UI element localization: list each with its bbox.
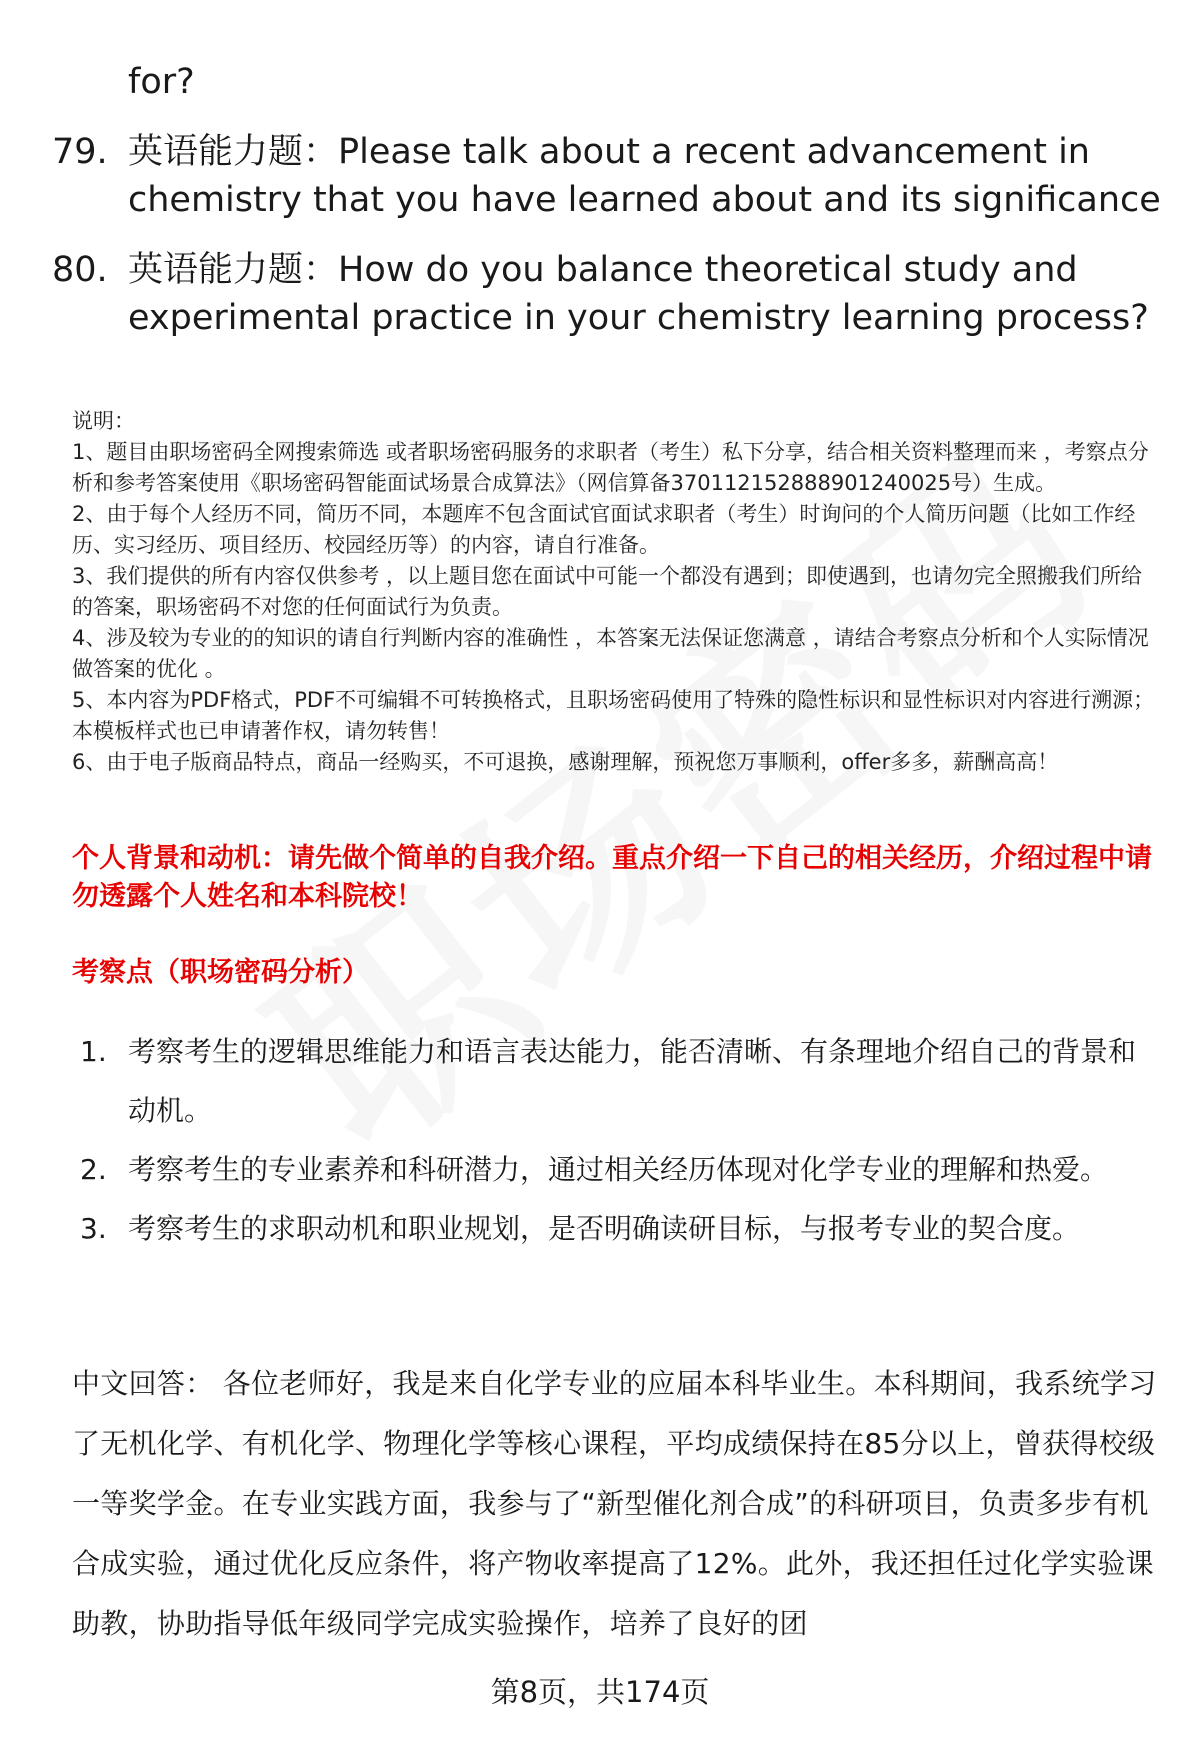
question-text: 英语能力题：Please talk about a recent advancement in chemistry that you have learned about and its significance	[128, 132, 1161, 220]
question-text: 英语能力题：How do you balance theoretical study and experimental practice in your chemistry learning process?	[128, 250, 1149, 338]
question-number: 80.	[52, 250, 108, 290]
point-text: 考察考生的逻辑思维能力和语言表达能力，能否清晰、有条理地介绍自己的背景和动机。	[128, 1035, 1137, 1127]
question-continuation: for?	[128, 62, 195, 102]
note-item: 3、我们提供的所有内容仅供参考 ，以上题目您在面试中可能一个都没有遇到；即使遇到，也请勿完全照搬我们所给的答案，职场密码不对您的任何面试行为负责。	[72, 564, 1143, 619]
note-item: 6、由于电子版商品特点，商品一经购买，不可退换，感谢理解，预祝您万事顺利，offer多多，薪酬高高！	[72, 750, 1059, 774]
point-number: 1.	[80, 1035, 107, 1068]
note-item: 4、涉及较为专业的的知识的请自行判断内容的准确性 ，本答案无法保证您满意 ，请结合考察点分析和个人实际情况做答案的优化 。	[72, 626, 1149, 681]
question-item	[52, 128, 1162, 224]
analysis-heading: 考察点（职场密码分析）	[72, 957, 369, 988]
analysis-points	[80, 1022, 1160, 1258]
point-number: 3.	[80, 1212, 107, 1245]
analysis-point	[80, 1140, 1160, 1199]
analysis-point	[80, 1022, 1160, 1140]
point-text: 考察考生的求职动机和职业规划，是否明确读研目标，与报考专业的契合度。	[128, 1212, 1081, 1245]
question-item	[52, 246, 1162, 342]
question-number: 79.	[52, 132, 108, 172]
note-item: 1、题目由职场密码全网搜索筛选 或者职场密码服务的求职者（考生）私下分享，结合相关资料整理而来 ，考察点分析和参考答案使用《职场密码智能面试场景合成算法》（网信算备370112152888901240025号）生成。	[72, 440, 1149, 495]
analysis-point	[80, 1199, 1160, 1258]
notes-heading: 说明：	[72, 409, 135, 433]
page-footer: 第8页，共174页	[490, 1675, 710, 1709]
note-item: 2、由于每个人经历不同，简历不同，本题库不包含面试官面试求职者（考生）时询问的个人简历问题（比如工作经历、实习经历、项目经历、校园经历等）的内容，请自行准备。	[72, 502, 1136, 557]
note-item: 5、本内容为PDF格式，PDF不可编辑不可转换格式，且职场密码使用了特殊的隐性标识和显性标识对内容进行溯源；本模板样式也已申请著作权，请勿转售！	[72, 688, 1155, 743]
answer-text: 中文回答： 各位老师好，我是来自化学专业的应届本科毕业生。本科期间，我系统学习了无机化学、有机化学、物理化学等核心课程，平均成绩保持在85分以上，曾获得校级一等奖学金。在专业实践方面，我参与了“新型催化剂合成”的科研项目，负责多步有机合成实验，通过优化反应条件，将产物收率提高了12%。此外，我还担任过化学实验课助教，协助指导低年级同学完成实验操作，培养了良好的团	[72, 1367, 1157, 1640]
point-number: 2.	[80, 1153, 107, 1186]
notes-block	[72, 406, 1157, 778]
section-title: 个人背景和动机：请先做个简单的自我介绍。重点介绍一下自己的相关经历，介绍过程中请勿透露个人姓名和本科院校！	[72, 843, 1152, 912]
point-text: 考察考生的专业素养和科研潜力，通过相关经历体现对化学专业的理解和热爱。	[128, 1153, 1109, 1186]
